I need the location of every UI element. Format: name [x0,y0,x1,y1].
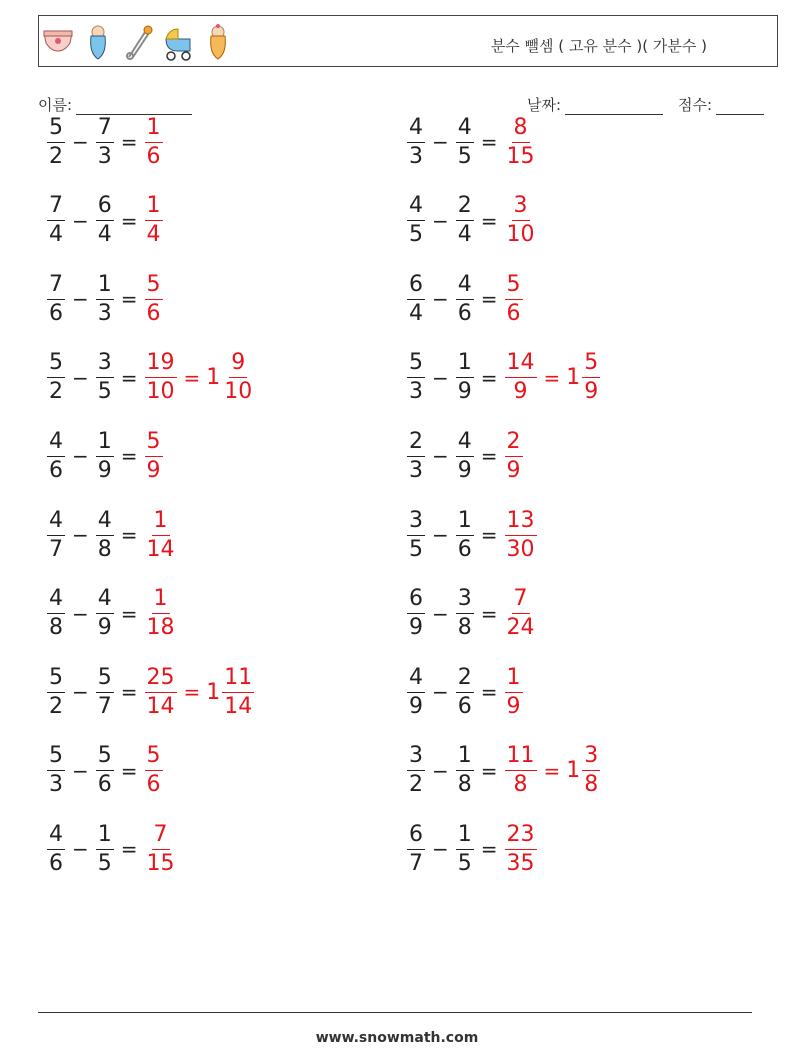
numerator: 7 [152,824,170,850]
numerator: 9 [229,352,247,378]
denominator: 4 [409,300,423,326]
numerator: 5 [407,352,425,378]
minus-sign: − [432,837,449,862]
fraction-a [407,195,425,246]
numerator: 8 [512,117,530,143]
minus-sign: − [432,365,449,390]
minus-sign: − [72,523,89,547]
equals-sign: = [480,208,498,233]
denominator: 9 [97,615,112,641]
denominator: 14 [146,693,175,719]
problem-item [406,110,538,174]
denominator: 9 [457,457,472,483]
numerator: 2 [407,431,425,457]
denominator: 4 [97,222,112,248]
answer [504,352,602,403]
denominator: 10 [224,379,253,405]
answer-fraction [505,352,537,403]
numerator: 7 [47,274,65,300]
fraction-b [456,745,474,796]
equals-sign: = [480,287,498,312]
fraction-b [456,821,474,876]
answer-fraction [505,821,537,876]
denominator: 4 [457,222,472,248]
numerator: 1 [505,667,523,693]
mixed-fraction [582,352,600,403]
numerator: 5 [96,745,114,771]
problem-item [406,346,601,410]
denominator: 14 [224,693,253,719]
answer-fraction [145,821,177,876]
answer-fraction [145,588,177,639]
numerator: 23 [505,824,537,850]
fraction-b [456,428,474,483]
numerator: 4 [47,431,65,457]
equals-sign: = [543,758,561,783]
answer-fraction [505,507,537,562]
minus-sign: − [72,287,89,312]
fraction-b [96,745,114,796]
problem-item [46,660,255,724]
denominator: 3 [97,143,112,169]
name-label: 이름: [38,96,73,114]
denominator: 6 [49,300,63,326]
problem-item [46,110,164,174]
numerator: 11 [505,745,537,771]
minus-sign: − [432,523,449,547]
answer [144,588,178,639]
denominator: 6 [146,300,161,326]
denominator: 6 [97,772,112,798]
numerator: 3 [96,352,114,378]
answer [144,352,256,403]
score-label: 점수: [678,96,713,114]
answer [144,114,164,169]
numerator: 3 [407,745,425,771]
fraction-b [456,588,474,639]
fraction-a [407,352,425,403]
denominator: 5 [457,143,472,169]
mixed-whole: 1 [206,365,221,391]
denominator: 15 [146,850,175,876]
numerator: 4 [407,195,425,221]
fraction-a [47,745,65,796]
numerator: 1 [456,510,474,536]
fraction-a [47,195,65,246]
fraction-a [407,428,425,483]
mixed-fraction [222,664,254,719]
minus-sign: − [432,680,449,705]
denominator: 5 [97,850,112,876]
equals-sign: = [480,680,498,705]
answer [504,664,524,719]
minus-sign: − [72,680,89,705]
fraction-b [96,352,114,403]
numerator: 25 [145,667,177,693]
numerator: 1 [456,352,474,378]
equals-sign: = [183,365,201,390]
denominator: 3 [409,457,423,483]
answer [144,195,164,246]
denominator: 14 [146,536,175,562]
numerator: 4 [407,667,425,693]
denominator: 8 [49,615,63,641]
numerator: 5 [582,352,600,378]
fraction-b [456,664,474,719]
equals-sign: = [120,208,138,233]
fraction-a [47,664,65,719]
denominator: 24 [506,615,535,641]
answer [504,588,538,639]
answer-fraction [145,745,163,796]
problem-item [46,189,164,253]
numerator: 7 [512,588,530,614]
answer-fraction [145,352,177,403]
answer-fraction [145,664,177,719]
numerator: 11 [222,667,254,693]
equals-sign: = [120,758,138,783]
footer-url: www.snowmath.com [315,1030,479,1046]
equals-sign: = [543,365,561,390]
numerator: 6 [407,824,425,850]
numerator: 4 [47,510,65,536]
equals-sign: = [120,130,138,154]
numerator: 5 [145,431,163,457]
fraction-a [47,352,65,403]
answer-fraction [505,195,537,246]
equals-sign: = [120,365,138,390]
minus-sign: − [72,130,89,154]
answer-fraction [505,664,523,719]
answer [504,821,538,876]
answer [144,271,164,326]
numerator: 1 [456,824,474,850]
problem-item [46,503,178,567]
numerator: 1 [96,824,114,850]
equals-sign: = [120,287,138,312]
answer [144,664,256,719]
problem-item [46,817,178,881]
fraction-b [96,821,114,876]
answer [144,745,164,796]
worksheet-title: 분수 뺄셈 ( 고유 분수 )( 가분수 ) [490,37,707,55]
answer [144,821,178,876]
problem-item [406,660,524,724]
numerator: 4 [456,431,474,457]
answer-fraction [505,428,523,483]
answer-fraction [505,588,537,639]
numerator: 5 [145,274,163,300]
numerator: 7 [96,117,114,143]
numerator: 4 [456,274,474,300]
problem-item [406,424,524,488]
denominator: 6 [506,300,521,326]
numerator: 13 [505,510,537,536]
equals-sign: = [480,601,498,626]
numerator: 1 [96,274,114,300]
problem-item [406,582,538,646]
denominator: 2 [409,772,423,798]
denominator: 15 [506,143,535,169]
minus-sign: − [72,758,89,783]
denominator: 9 [506,693,521,719]
fraction-b [456,271,474,326]
equals-sign: = [480,444,498,469]
denominator: 10 [506,222,535,248]
denominator: 2 [49,693,63,719]
denominator: 9 [146,457,161,483]
answer-fraction [145,114,163,169]
denominator: 9 [457,379,472,405]
fraction-b [96,114,114,169]
denominator: 6 [49,850,63,876]
mixed-fraction [222,352,254,403]
denominator: 8 [513,772,528,798]
fraction-b [456,352,474,403]
footer-divider [38,1012,752,1013]
fraction-b [96,428,114,483]
minus-sign: − [72,444,89,469]
fraction-a [47,588,65,639]
equals-sign: = [480,758,498,783]
numerator: 6 [407,274,425,300]
problem-item [46,424,164,488]
minus-sign: − [432,601,449,626]
fraction-a [407,821,425,876]
equals-sign: = [480,365,498,390]
fraction-a [47,821,65,876]
fraction-b [96,271,114,326]
numerator: 1 [456,745,474,771]
denominator: 3 [409,379,423,405]
denominator: 8 [97,536,112,562]
numerator: 5 [96,667,114,693]
answer-fraction [505,271,523,326]
minus-sign: − [72,365,89,390]
denominator: 3 [97,300,112,326]
numerator: 5 [145,745,163,771]
denominator: 10 [146,379,175,405]
numerator: 2 [456,195,474,221]
denominator: 2 [49,379,63,405]
answer [504,428,524,483]
numerator: 4 [47,824,65,850]
numerator: 4 [47,588,65,614]
denominator: 9 [584,379,599,405]
equals-sign: = [120,601,138,626]
minus-sign: − [72,208,89,233]
answer-fraction [145,195,163,246]
fraction-a [407,588,425,639]
numerator: 6 [407,588,425,614]
minus-sign: − [432,758,449,783]
problem-item [46,346,255,410]
denominator: 9 [97,457,112,483]
denominator: 5 [457,850,472,876]
denominator: 5 [409,222,423,248]
denominator: 5 [409,536,423,562]
fraction-a [47,114,65,169]
fraction-b [456,114,474,169]
numerator: 3 [582,745,600,771]
denominator: 9 [506,457,521,483]
numerator: 2 [456,667,474,693]
answer [144,507,178,562]
denominator: 5 [97,379,112,405]
answer [504,745,602,796]
numerator: 1 [152,510,170,536]
problem-item [406,817,538,881]
denominator: 6 [457,693,472,719]
answer [504,114,538,169]
minus-sign: − [432,130,449,154]
fraction-a [407,745,425,796]
equals-sign: = [480,523,498,547]
numerator: 4 [96,510,114,536]
equals-sign: = [480,130,498,154]
minus-sign: − [432,444,449,469]
numerator: 5 [47,667,65,693]
denominator: 6 [457,300,472,326]
fraction-b [96,588,114,639]
answer-fraction [145,271,163,326]
denominator: 30 [506,536,535,562]
answer-fraction [505,745,537,796]
denominator: 7 [97,693,112,719]
fraction-a [47,271,65,326]
numerator: 4 [96,588,114,614]
equals-sign: = [120,444,138,469]
problem-item [406,267,524,331]
numerator: 1 [145,195,163,221]
denominator: 3 [409,143,423,169]
numerator: 1 [145,117,163,143]
numerator: 3 [512,195,530,221]
numerator: 1 [96,431,114,457]
fraction-b [96,507,114,562]
minus-sign: − [432,208,449,233]
numerator: 4 [407,117,425,143]
denominator: 35 [506,850,535,876]
denominator: 6 [146,772,161,798]
denominator: 3 [49,772,63,798]
denominator: 8 [457,772,472,798]
problem-item [406,189,538,253]
numerator: 5 [505,274,523,300]
problem-item [46,739,164,803]
denominator: 2 [49,143,63,169]
numerator: 2 [505,431,523,457]
answer [504,195,538,246]
equals-sign: = [120,837,138,862]
mixed-whole: 1 [206,679,221,705]
denominator: 4 [146,222,161,248]
fraction-b [96,195,114,246]
denominator: 9 [409,615,423,641]
problem-item [46,582,178,646]
fraction-a [407,114,425,169]
numerator: 7 [47,195,65,221]
denominator: 8 [584,772,599,798]
fraction-b [456,507,474,562]
mixed-fraction [582,745,600,796]
answer-fraction [145,507,177,562]
answer-fraction [145,428,163,483]
equals-sign: = [480,837,498,862]
denominator: 9 [409,693,423,719]
equals-sign: = [183,680,201,705]
mixed-whole: 1 [566,365,581,391]
numerator: 1 [152,588,170,614]
minus-sign: − [432,287,449,312]
numerator: 5 [47,352,65,378]
numerator: 19 [145,352,177,378]
date-label: 날짜: [527,96,562,114]
answer-fraction [505,114,537,169]
denominator: 6 [146,143,161,169]
minus-sign: − [72,601,89,626]
fraction-b [96,664,114,719]
equals-sign: = [120,523,138,547]
fraction-a [407,271,425,326]
denominator: 4 [49,222,63,248]
answer [144,428,164,483]
numerator: 4 [456,117,474,143]
fraction-a [407,507,425,562]
problem-item [46,267,164,331]
denominator: 7 [409,850,423,876]
numerator: 14 [505,352,537,378]
equals-sign: = [120,680,138,705]
numerator: 3 [456,588,474,614]
answer [504,507,538,562]
numerator: 5 [47,117,65,143]
fraction-a [407,664,425,719]
denominator: 7 [49,536,63,562]
denominator: 6 [457,536,472,562]
denominator: 6 [49,457,63,483]
minus-sign: − [72,837,89,862]
denominator: 9 [513,379,528,405]
problem-item [406,739,601,803]
numerator: 6 [96,195,114,221]
fraction-b [456,195,474,246]
numerator: 5 [47,745,65,771]
answer [504,271,524,326]
denominator: 8 [457,615,472,641]
fraction-a [47,507,65,562]
problem-item [406,503,538,567]
mixed-whole: 1 [566,758,581,784]
denominator: 18 [146,615,175,641]
fraction-a [47,428,65,483]
numerator: 3 [407,510,425,536]
